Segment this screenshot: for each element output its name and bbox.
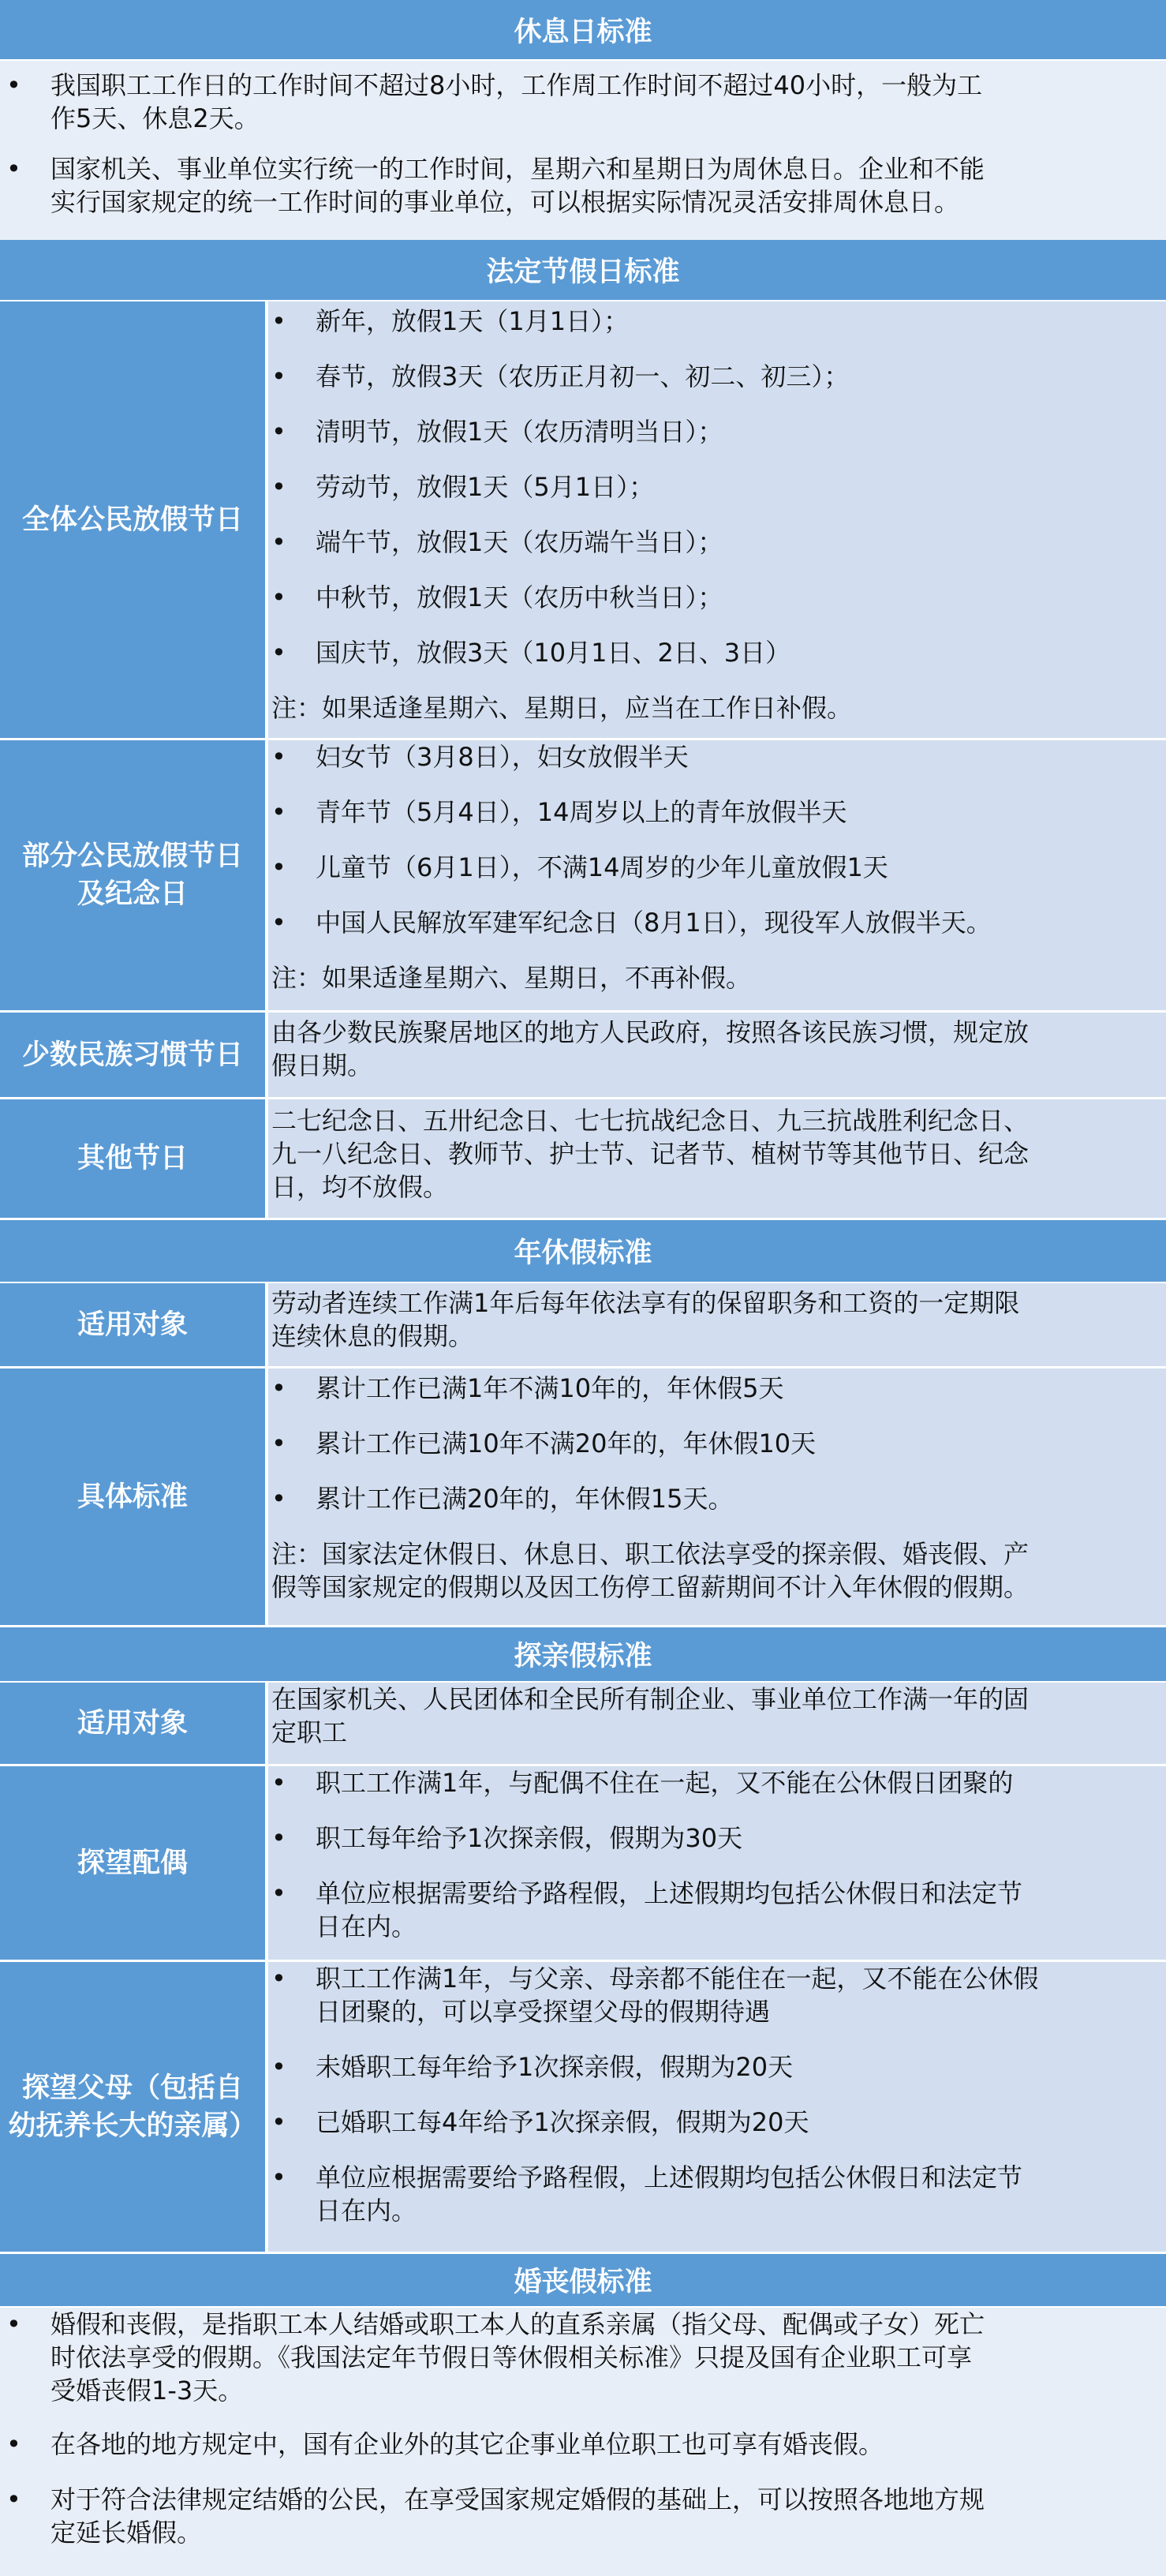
other-holidays-label: 其他节日 [0,1099,265,1220]
bullet-icon: • [271,2107,286,2137]
bullet-icon: • [271,1964,286,1994]
ethnic-holidays-content [268,1013,1166,1099]
annual-leave-target-content [268,1283,1166,1368]
bullet-icon: • [271,2162,286,2192]
all-citizens-label: 全体公民放假节日 [0,301,265,740]
holiday-mid-autumn: 中秋节，放假1天（农历中秋当日）； [316,582,723,612]
bullet-icon: • [6,154,21,184]
holiday-army-day: 中国人民解放军建军纪念日（8月1日），现役军人放假半天。 [316,908,992,938]
bullet-icon: • [271,527,286,557]
annual-leave-note: 注：国家法定休假日、休息日、职工依法享受的探亲假、婚丧假、产 假等国家规定的假期以及因工伤停工留薪期间不计入年休假的假期。 [271,1539,1030,1602]
visit-parents-item-4: 单位应根据需要给予路程假，上述假期均包括公休假日和法定节 日在内。 [316,2162,1023,2226]
bullet-icon: • [6,2309,21,2339]
some-citizens-note: 注：如果适逢星期六、星期日，不再补假。 [271,963,752,993]
marriage-leave-item-2: 在各地的地方规定中，国有企业外的其它企事业单位职工也可享有婚丧假。 [50,2429,884,2459]
bullet-icon: • [6,2429,21,2459]
bullet-icon: • [271,1878,286,1908]
bullet-icon: • [271,417,286,447]
bullet-icon: • [271,1428,286,1458]
home-leave-target-label: 适用对象 [0,1683,265,1766]
holiday-qingming: 清明节，放假1天（农历清明当日）； [316,417,723,447]
bullet-icon: • [271,2052,286,2082]
visit-parents-item-2: 未婚职工每年给予1次探亲假，假期为20天 [316,2052,794,2082]
annual-leave-tier-1: 累计工作已满1年不满10年的，年休假5天 [316,1373,784,1403]
visit-parents-item-3: 已婚职工每4年给予1次探亲假，假期为20天 [316,2107,809,2137]
rest-days-item-1: 我国职工工作日的工作时间不超过8小时，工作周工作时间不超过40小时，一般为工 作5天、休息2天。 [50,70,983,133]
all-citizens-note: 注：如果适逢星期六、星期日，应当在工作日补假。 [271,693,853,723]
annual-leave-tier-3: 累计工作已满20年的，年休假15天。 [316,1484,734,1514]
bullet-icon: • [6,2484,21,2514]
rest-days-item-2: 国家机关、事业单位实行统一的工作时间，星期六和星期日为周休息日。企业和不能 实行国家规定的统一工作时间的事业单位，可以根据实际情况灵活安排周休息日。 [50,154,985,217]
visit-spouse-label: 探望配偶 [0,1766,265,1962]
annual-leave-header: 年休假标准 [0,1220,1166,1283]
holiday-labor-day: 劳动节，放假1天（5月1日）； [316,472,655,502]
bullet-icon: • [271,472,286,502]
other-holidays-text: 二七纪念日、五卅纪念日、七七抗战纪念日、九三抗战胜利纪念日、 九一八纪念日、教师节、护士节、记者节、植树节等其他节日、纪念 日，均不放假。 [271,1106,1030,1202]
marriage-leave-item-1: 婚假和丧假，是指职工本人结婚或职工本人的直系亲属（指父母、配偶或子女）死亡 时依法享受的假期。《我国法定年节假日等休假相关标准》只提及国有企业职工可享 受婚丧假1-3天。 [50,2309,985,2406]
annual-leave-target-text: 劳动者连续工作满1年后每年依法享有的保留职务和工资的一定期限 连续休息的假期。 [271,1288,1020,1351]
marriage-leave-header: 婚丧假标准 [0,2254,1166,2308]
visit-spouse-content [268,1766,1166,1962]
ethnic-holidays-text: 由各少数民族聚居地区的地方人民政府，按照各该民族习惯，规定放 假日期。 [271,1017,1030,1080]
bullet-icon: • [271,1768,286,1798]
rest-days-header: 休息日标准 [0,0,1166,61]
bullet-icon: • [6,70,21,100]
bullet-icon: • [271,361,286,391]
visit-parents-item-1: 职工工作满1年，与父亲、母亲都不能住在一起，又不能在公休假 日团聚的，可以享受探望父母的假期待遇 [316,1964,1039,2027]
bullet-icon: • [271,797,286,827]
visit-spouse-item-3: 单位应根据需要给予路程假，上述假期均包括公休假日和法定节 日在内。 [316,1878,1023,1941]
some-citizens-label: 部分公民放假节日 及纪念日 [0,740,265,1013]
bullet-icon: • [271,306,286,336]
bullet-icon: • [271,1484,286,1514]
holiday-dragon-boat: 端午节，放假1天（农历端午当日）； [316,527,723,557]
bullet-icon: • [271,1823,286,1853]
annual-leave-target-label: 适用对象 [0,1283,265,1368]
visit-parents-content [268,1962,1166,2254]
other-holidays-content [268,1099,1166,1220]
holiday-childrens-day: 儿童节（6月1日），不满14周岁的少年儿童放假1天 [316,852,888,882]
home-leave-target-content [268,1683,1166,1766]
some-citizens-content [268,740,1166,1013]
holiday-new-year: 新年，放假1天（1月1日）； [316,306,630,336]
ethnic-holidays-label: 少数民族习惯节日 [0,1013,265,1099]
holiday-spring-festival: 春节，放假3天（农历正月初一、初二、初三）； [316,361,850,391]
visit-spouse-item-1: 职工工作满1年，与配偶不住在一起，又不能在公休假日团聚的 [316,1768,1014,1798]
rest-days-panel [0,61,1166,240]
bullet-icon: • [271,638,286,668]
marriage-leave-panel [0,2308,1166,2576]
bullet-icon: • [271,852,286,882]
legal-holidays-header: 法定节假日标准 [0,240,1166,301]
holiday-national-day: 国庆节，放假3天（10月1日、2日、3日） [316,638,791,668]
annual-leave-standard-content [268,1368,1166,1627]
visit-spouse-item-2: 职工每年给予1次探亲假，假期为30天 [316,1823,743,1853]
annual-leave-tier-2: 累计工作已满10年不满20年的，年休假10天 [316,1428,817,1458]
annual-leave-standard-label: 具体标准 [0,1368,265,1627]
bullet-icon: • [271,908,286,938]
bullet-icon: • [271,1373,286,1403]
visit-parents-label: 探望父母（包括自 幼抚养长大的亲属） [0,1962,265,2254]
home-leave-target-text: 在国家机关、人民团体和全民所有制企业、事业单位工作满一年的固 定职工 [271,1684,1030,1747]
bullet-icon: • [271,582,286,612]
holiday-womens-day: 妇女节（3月8日），妇女放假半天 [316,742,689,772]
bullet-icon: • [271,742,286,772]
holiday-youth-day: 青年节（5月4日），14周岁以上的青年放假半天 [316,797,847,827]
home-leave-header: 探亲假标准 [0,1627,1166,1683]
marriage-leave-item-3: 对于符合法律规定结婚的公民，在享受国家规定婚假的基础上，可以按照各地地方规 定延长婚假。 [50,2484,985,2548]
all-citizens-content [268,301,1166,740]
